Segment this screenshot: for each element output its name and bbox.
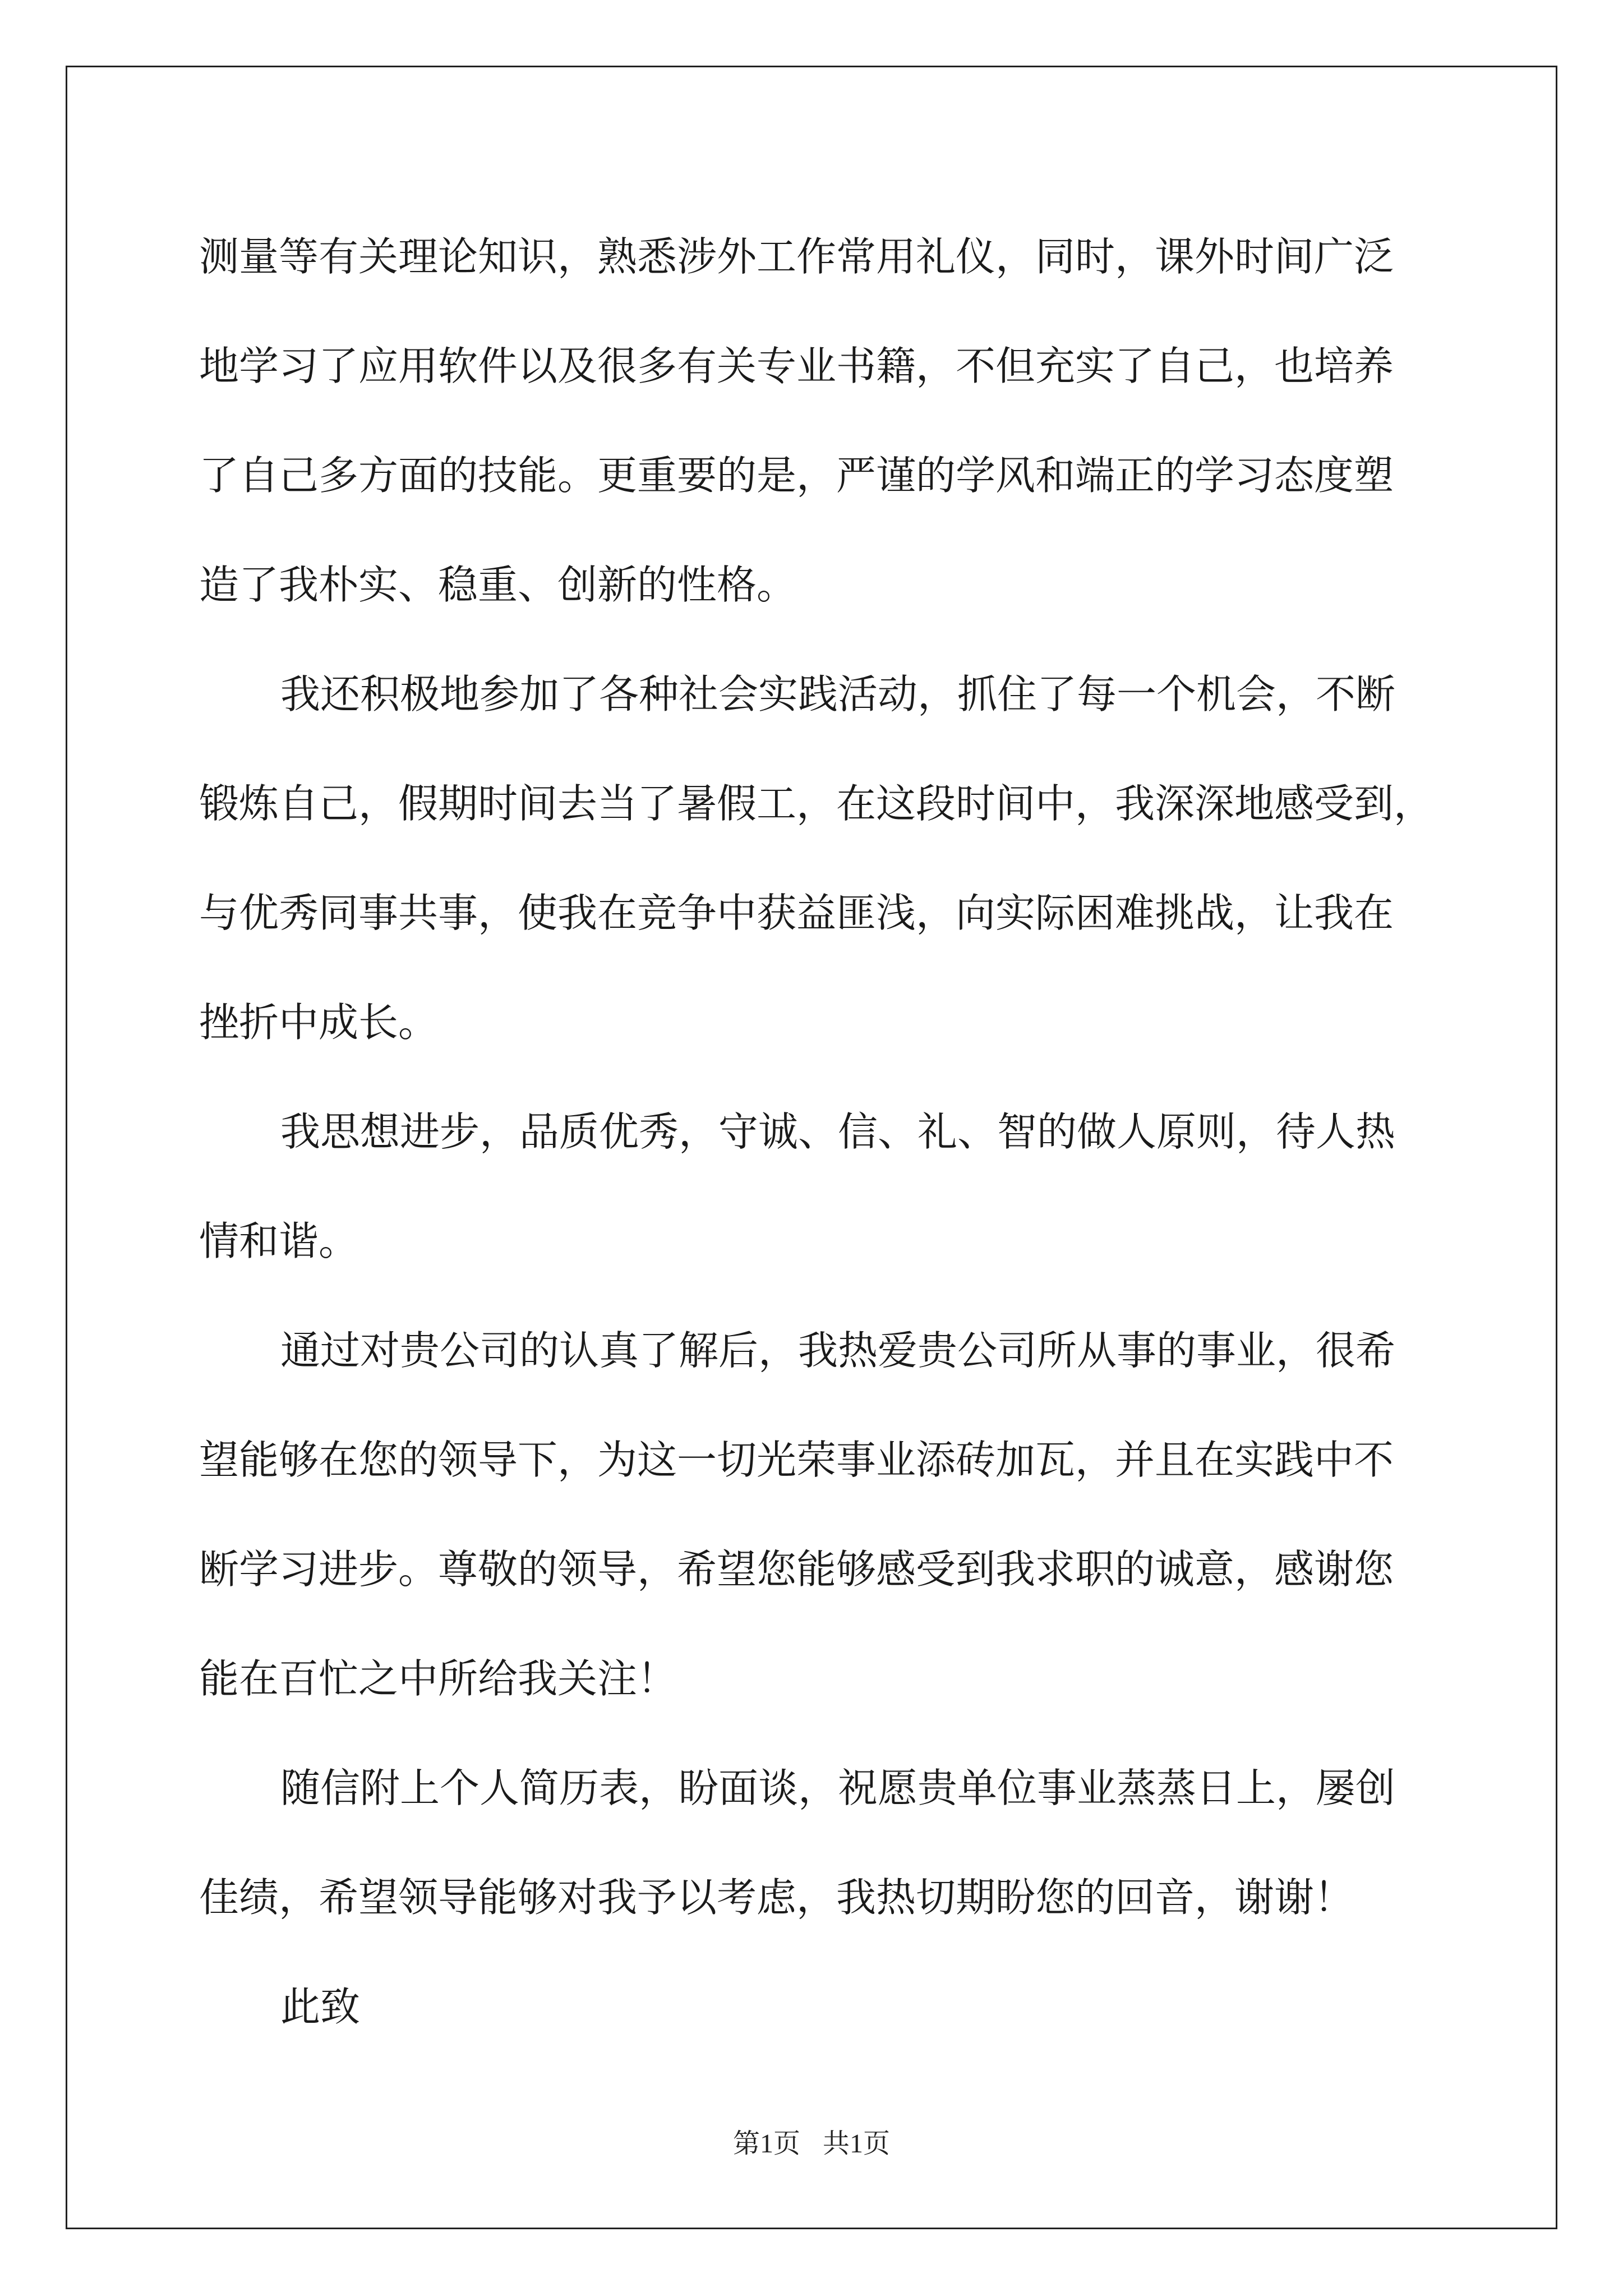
paragraph-first-line: 我思想进步，品质优秀，守诚、信、礼、智的做人原则，待人热 [280, 1108, 1396, 1155]
text-line: 情和谐。 [199, 1218, 359, 1264]
text-line: 造了我朴实、稳重、创新的性格。 [199, 562, 797, 608]
text-line: 挫折中成长。 [199, 999, 439, 1046]
page-footer [0, 2122, 1623, 2160]
text-line: 锻炼自己，假期时间去当了暑假工，在这段时间中，我深深地感受到， [199, 780, 1434, 827]
text-line: 了自己多方面的技能。更重要的是，严谨的学风和端正的学习态度塑 [199, 452, 1394, 499]
paragraph-first-line: 我还积极地参加了各种社会实践活动，抓住了每一个机会，不断 [280, 671, 1396, 717]
closing-salutation: 此致 [280, 1984, 361, 2030]
document-body [199, 202, 1434, 2062]
text-line: 佳绩，希望领导能够对我予以考虑，我热切期盼您的回音，谢谢！ [199, 1874, 1354, 1921]
page-total: 共1页 [823, 2129, 891, 2159]
text-line: 望能够在您的领导下，为这一切光荣事业添砖加瓦，并且在实践中不 [199, 1437, 1394, 1483]
paragraph-first-line: 通过对贵公司的认真了解后，我热爱贵公司所从事的事业，很希 [280, 1327, 1396, 1374]
text-line: 与优秀同事共事，使我在竞争中获益匪浅，向实际困难挑战，让我在 [199, 890, 1394, 936]
page-number: 第1页 [732, 2129, 800, 2159]
text-line: 能在百忙之中所给我关注！ [199, 1655, 677, 1702]
paragraph-first-line: 随信附上个人简历表，盼面谈，祝愿贵单位事业蒸蒸日上，屡创 [280, 1765, 1396, 1811]
text-line: 测量等有关理论知识，熟悉涉外工作常用礼仪，同时，课外时间广泛 [199, 233, 1394, 280]
text-line: 断学习进步。尊敬的领导，希望您能够感受到我求职的诚意，感谢您 [199, 1546, 1394, 1593]
text-line: 地学习了应用软件以及很多有关专业书籍，不但充实了自己，也培养 [199, 343, 1394, 389]
